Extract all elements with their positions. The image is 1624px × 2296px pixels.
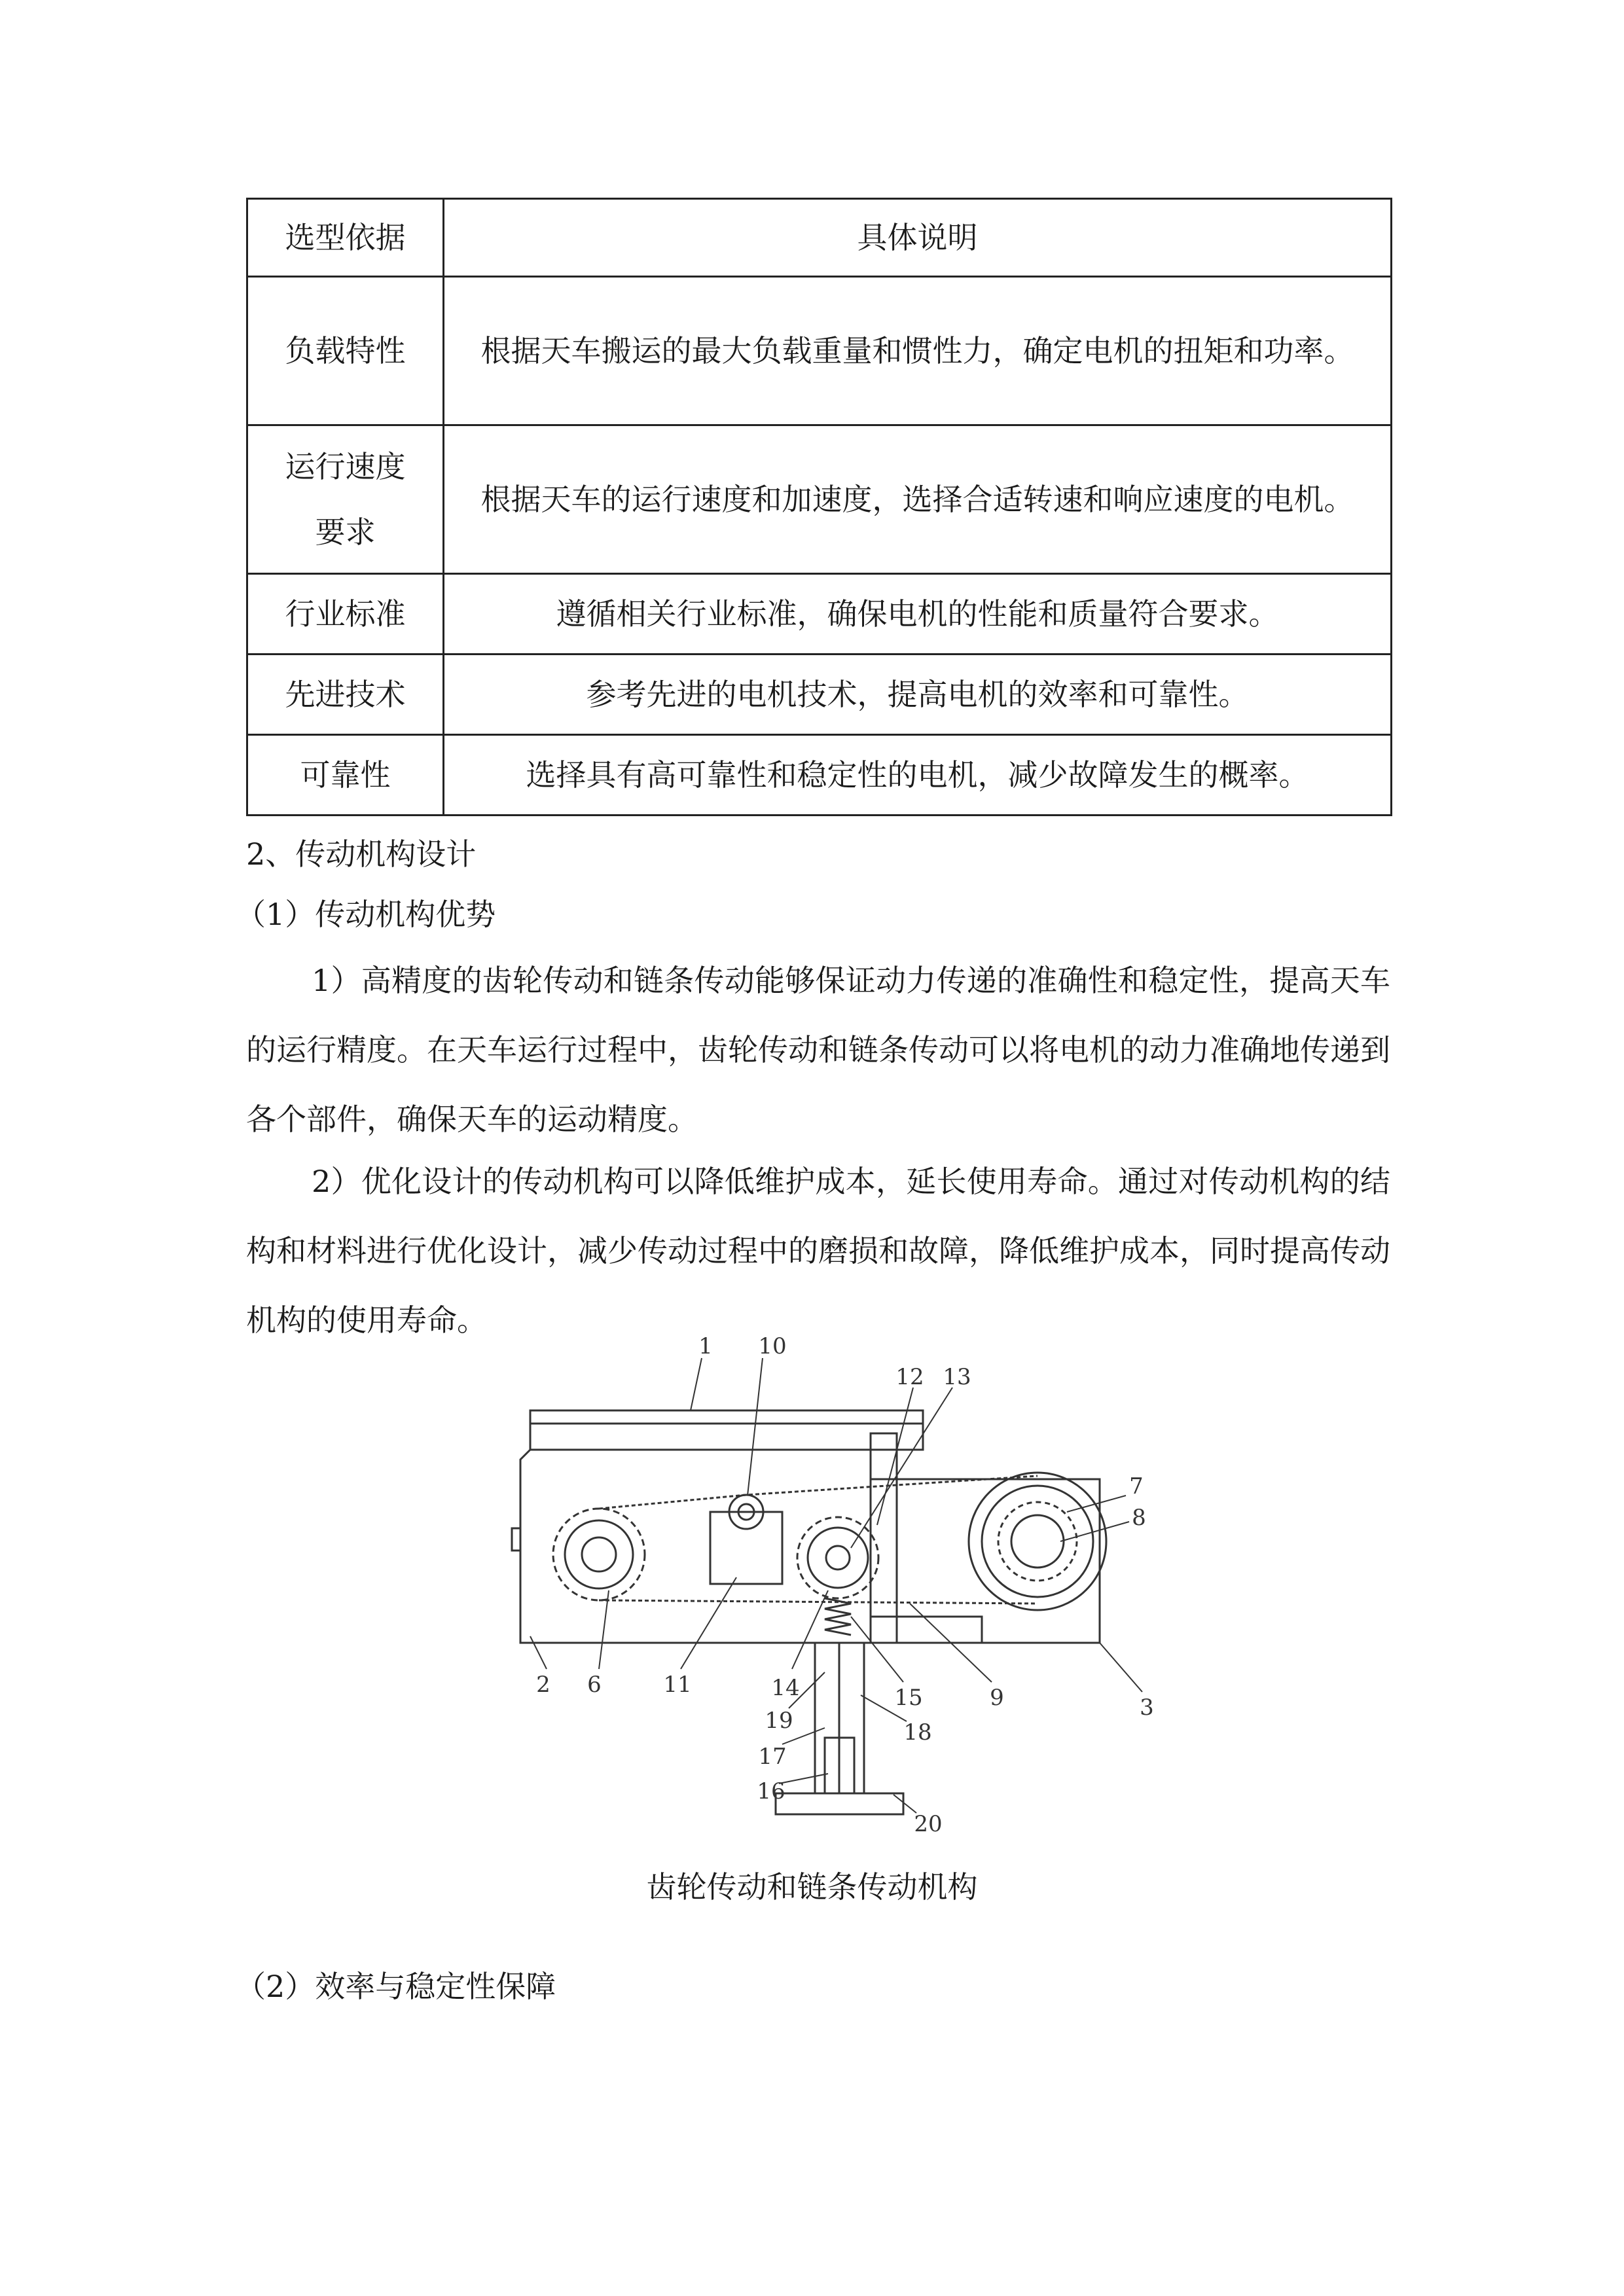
tension-block — [710, 1512, 782, 1584]
label-12: 12 — [895, 1364, 924, 1390]
table-cell-desc: 选择具有高可靠性和稳定性的电机，减少故障发生的概率。 — [444, 735, 1392, 816]
frame-stub — [512, 1528, 520, 1551]
spring — [825, 1598, 851, 1635]
middle-sprocket — [797, 1517, 878, 1598]
table-cell-basis: 运行速度要求 — [247, 425, 444, 574]
left-sprocket-hub — [582, 1537, 616, 1571]
left-sprocket-rim — [565, 1520, 633, 1588]
middle-sprocket-hub — [826, 1546, 850, 1570]
table-cell-desc: 参考先进的电机技术，提高电机的效率和可靠性。 — [444, 655, 1392, 735]
paragraph: 2）优化设计的传动机构可以降低维护成本，延长使用寿命。通过对传动机构的结构和材料进行优化设计，减少传动过程中的磨损和故障，降低维护成本，同时提高传动机构的使用寿命。 — [246, 1164, 1390, 1338]
label-3: 3 — [1140, 1695, 1154, 1721]
label-2: 2 — [536, 1672, 550, 1698]
subsection-heading: （1）传动机构优势 — [236, 897, 496, 932]
label-20: 20 — [914, 1811, 943, 1837]
table-cell-basis: 可靠性 — [247, 735, 444, 816]
label-15: 15 — [894, 1685, 923, 1711]
label-7: 7 — [1129, 1473, 1144, 1499]
table-header-cell: 具体说明 — [444, 199, 1392, 277]
left-sprocket — [553, 1509, 645, 1600]
motor-housing-outer — [969, 1473, 1106, 1610]
table-header-row — [247, 199, 1392, 277]
table-cell-desc: 根据天车搬运的最大负载重量和惯性力，确定电机的扭矩和功率。 — [444, 277, 1392, 425]
label-18: 18 — [903, 1719, 932, 1746]
leader-lines — [530, 1358, 1142, 1813]
middle-sprocket-rim — [808, 1528, 868, 1588]
table-header-cell: 选型依据 — [247, 199, 444, 277]
callout-labels — [536, 1333, 1154, 1837]
table-row — [247, 425, 1392, 574]
table-row — [247, 655, 1392, 735]
chain — [599, 1476, 1038, 1604]
motor-shaft — [1011, 1515, 1064, 1568]
table-row — [247, 574, 1392, 655]
table-cell-basis: 先进技术 — [247, 655, 444, 735]
table-row — [247, 277, 1392, 425]
top-plate — [530, 1410, 923, 1450]
paragraph: 1）高精度的齿轮传动和链条传动能够保证动力传递的准确性和稳定性，提高天车的运行精度。在天车运行过程中，齿轮传动和链条传动可以将电机的动力准确地传递到各个部件，确保天车的运动精度。 — [246, 963, 1390, 1137]
transmission-mechanism-figure — [484, 1329, 1178, 1852]
subsection-heading: （2）效率与稳定性保障 — [236, 1969, 556, 2004]
section-heading: 2、传动机构设计 — [246, 836, 477, 872]
label-11: 11 — [663, 1672, 692, 1698]
label-16: 16 — [757, 1778, 785, 1804]
label-1: 1 — [698, 1333, 713, 1359]
table-cell-desc: 根据天车的运行速度和加速度，选择合适转速和响应速度的电机。 — [444, 425, 1392, 574]
motor-sprocket — [998, 1502, 1077, 1581]
label-6: 6 — [587, 1672, 602, 1698]
table-row — [247, 735, 1392, 816]
label-17: 17 — [758, 1744, 787, 1770]
figure-caption: 齿轮传动和链条传动机构 — [646, 1869, 978, 1905]
label-8: 8 — [1132, 1505, 1146, 1531]
label-9: 9 — [990, 1685, 1004, 1711]
motor-selection-table — [246, 198, 1392, 816]
label-14: 14 — [771, 1675, 800, 1701]
label-10: 10 — [758, 1333, 787, 1359]
table-cell-desc: 遵循相关行业标准，确保电机的性能和质量符合要求。 — [444, 574, 1392, 655]
label-19: 19 — [765, 1708, 793, 1734]
label-13: 13 — [943, 1364, 971, 1390]
housing-base — [871, 1617, 982, 1643]
post-base — [776, 1793, 903, 1814]
main-frame — [520, 1450, 871, 1643]
table-cell-basis: 负载特性 — [247, 277, 444, 425]
table-cell-basis: 行业标准 — [247, 574, 444, 655]
